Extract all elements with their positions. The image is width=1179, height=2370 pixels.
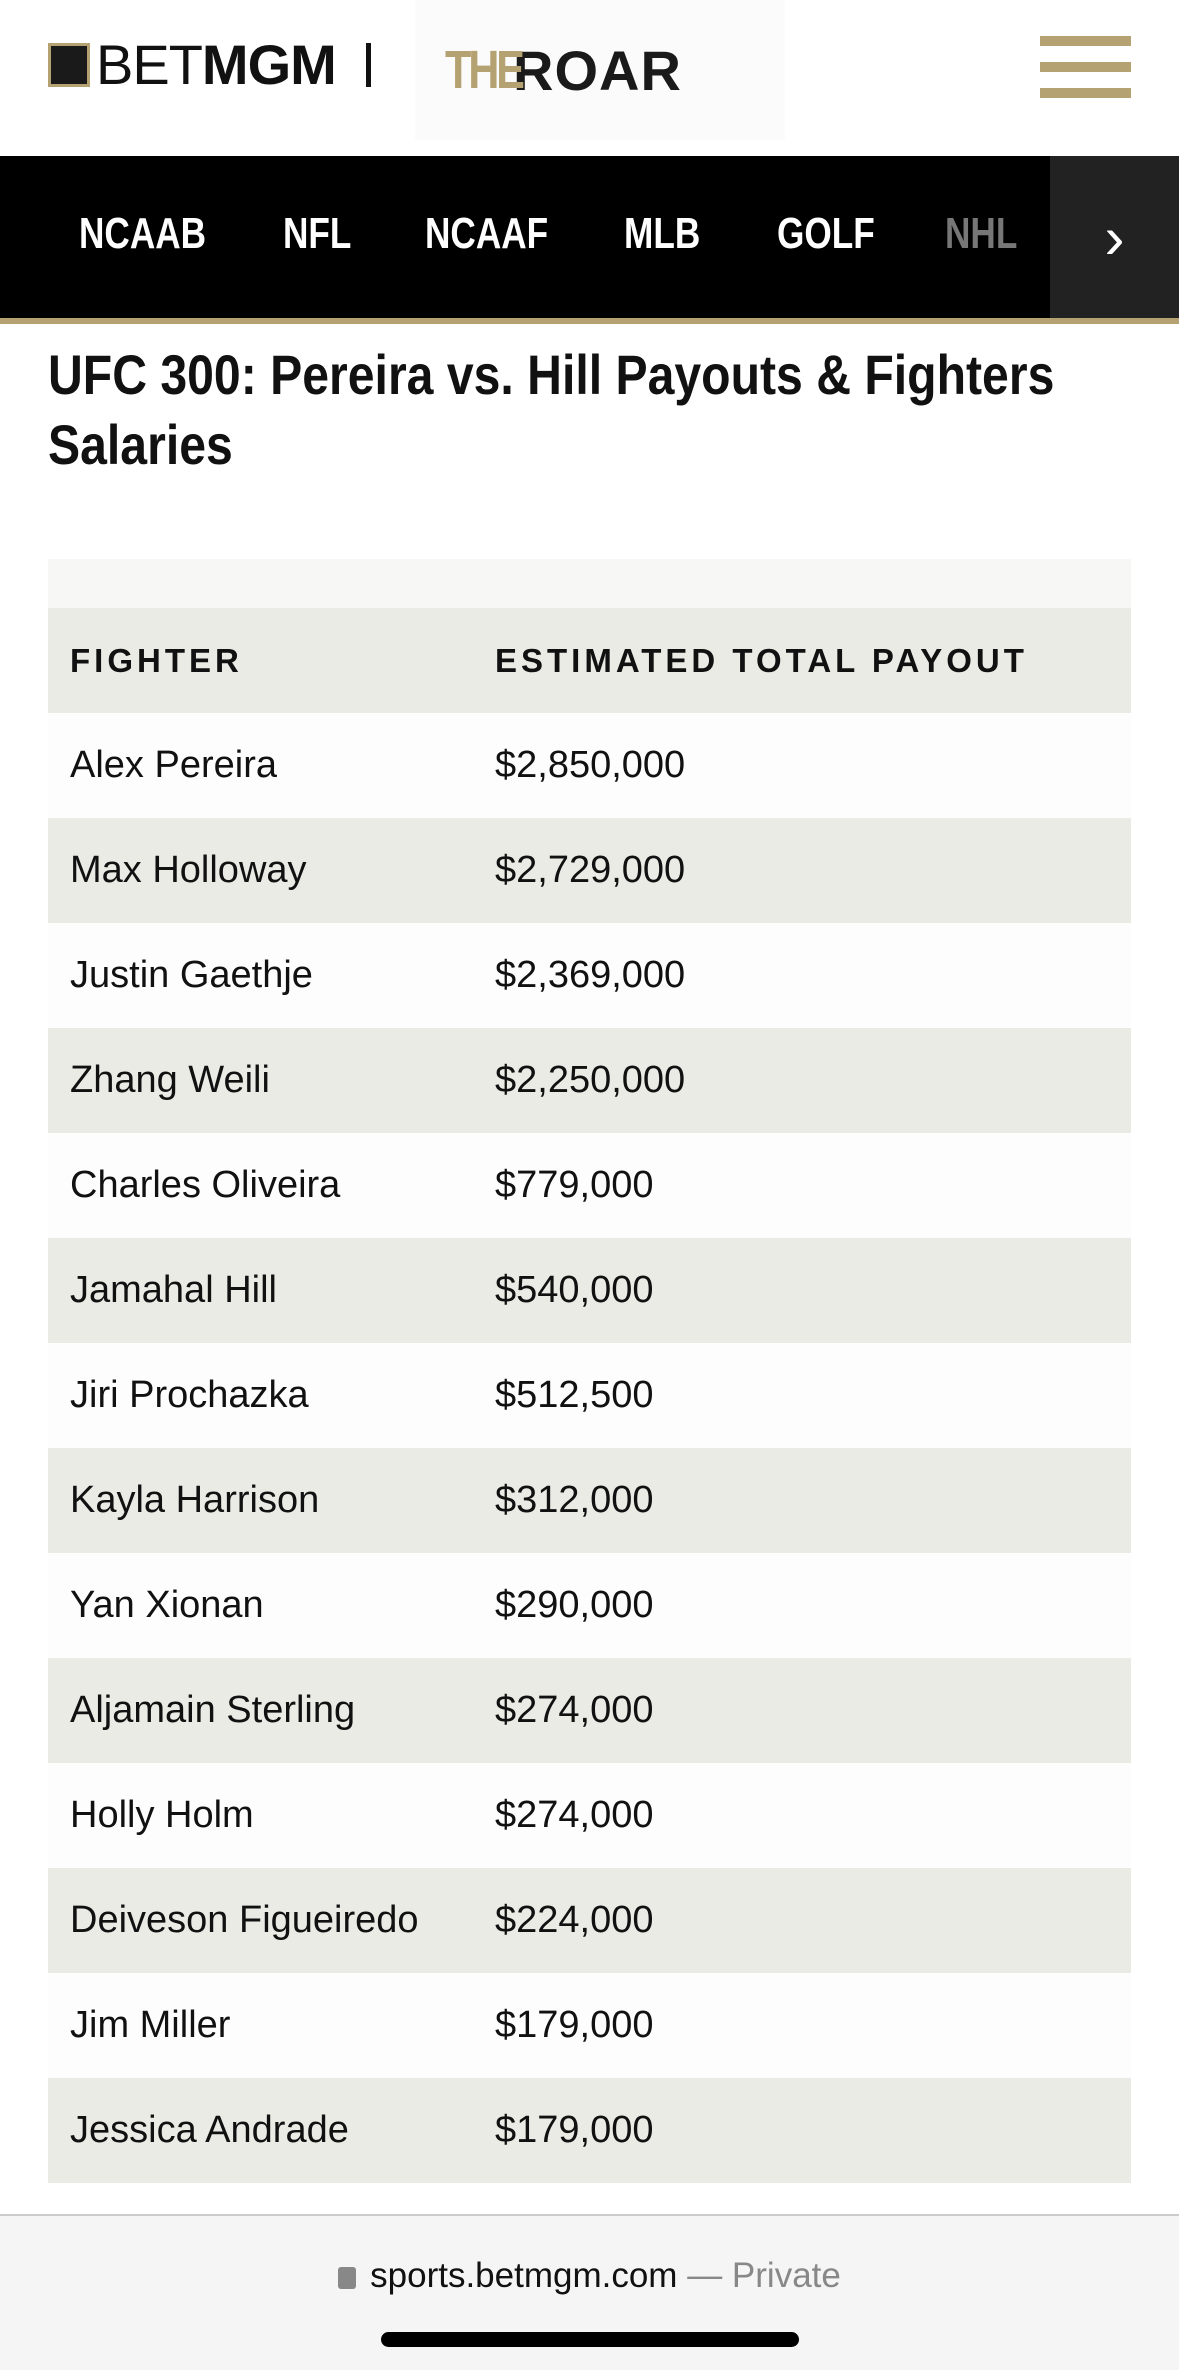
payout-table [48,559,1131,2183]
payout-value: $2,850,000 [495,744,686,786]
nav-item-golf[interactable]: GOLF [777,209,875,258]
payout-value: $512,500 [495,1374,654,1416]
logo-the: THE [445,40,522,100]
gold-divider [0,318,1179,324]
table-row [48,1553,1131,1658]
table-row [48,1658,1131,1763]
fighter-name: Yan Xionan [70,1584,264,1626]
hamburger-menu-icon[interactable] [1040,36,1131,96]
table-row [48,1868,1131,1973]
nav-item-nfl[interactable]: NFL [283,209,352,258]
betmgm-logo[interactable] [48,33,401,96]
table-row [48,818,1131,923]
logo-bet: BET [96,33,202,96]
url-text: sports.betmgm.com [370,2256,678,2295]
table-row [48,713,1131,818]
payout-value: $179,000 [495,2109,654,2151]
lion-icon [48,43,90,87]
column-header-fighter: FIGHTER [70,641,243,679]
fighter-name: Alex Pereira [70,744,277,786]
fighter-name: Kayla Harrison [70,1479,320,1521]
payout-value: $540,000 [495,1269,654,1311]
sports-nav [0,156,1179,318]
browser-bottom-bar [0,2214,1179,2370]
table-header [48,608,1131,713]
payout-value: $2,369,000 [495,954,686,996]
chevron-right-icon[interactable]: › [1050,156,1179,318]
page-title: UFC 300: Pereira vs. Hill Payouts & Fighters Salaries [48,343,1055,476]
fighter-name: Aljamain Sterling [70,1689,356,1731]
url-bar[interactable] [0,2256,1179,2296]
table-row [48,1238,1131,1343]
fighter-name: Justin Gaethje [70,954,313,996]
table-row [48,1763,1131,1868]
table-row [48,1133,1131,1238]
logo-divider [366,43,371,87]
fighter-name: Deiveson Figueiredo [70,1899,419,1941]
the-roar-logo[interactable] [415,0,785,140]
fighter-name: Jiri Prochazka [70,1374,309,1416]
table-row [48,1343,1131,1448]
home-indicator[interactable] [381,2332,799,2347]
payout-value: $2,729,000 [495,849,686,891]
nav-item-ncaaf[interactable]: NCAAF [425,209,549,258]
table-body [48,713,1131,2183]
nav-item-ncaab[interactable]: NCAAB [79,209,207,258]
lock-icon [338,2267,356,2289]
payout-value: $290,000 [495,1584,654,1626]
fighter-name: Zhang Weili [70,1059,270,1101]
table-row [48,2078,1131,2183]
payout-value: $224,000 [495,1899,654,1941]
table-row [48,1973,1131,2078]
payout-value: $179,000 [495,2004,654,2046]
private-label: — Private [687,2256,841,2295]
table-top-band [48,559,1131,608]
table-row [48,1028,1131,1133]
fighter-name: Charles Oliveira [70,1164,341,1206]
fighter-name: Jim Miller [70,2004,231,2046]
fighter-name: Jessica Andrade [70,2109,349,2151]
table-row [48,923,1131,1028]
payout-value: $2,250,000 [495,1059,686,1101]
payout-value: $779,000 [495,1164,654,1206]
column-header-payout: ESTIMATED TOTAL PAYOUT [495,641,1028,679]
fighter-name: Max Holloway [70,849,307,891]
fighter-name: Holly Holm [70,1794,254,1836]
nav-item-mlb[interactable]: MLB [624,209,701,258]
payout-value: $312,000 [495,1479,654,1521]
site-header [0,0,1179,156]
logo-roar: ROAR [513,38,682,102]
nav-item-nhl[interactable]: NHL [945,209,1018,258]
payout-value: $274,000 [495,1794,654,1836]
payout-value: $274,000 [495,1689,654,1731]
logo-mgm: MGM [201,33,336,96]
fighter-name: Jamahal Hill [70,1269,277,1311]
table-row [48,1448,1131,1553]
